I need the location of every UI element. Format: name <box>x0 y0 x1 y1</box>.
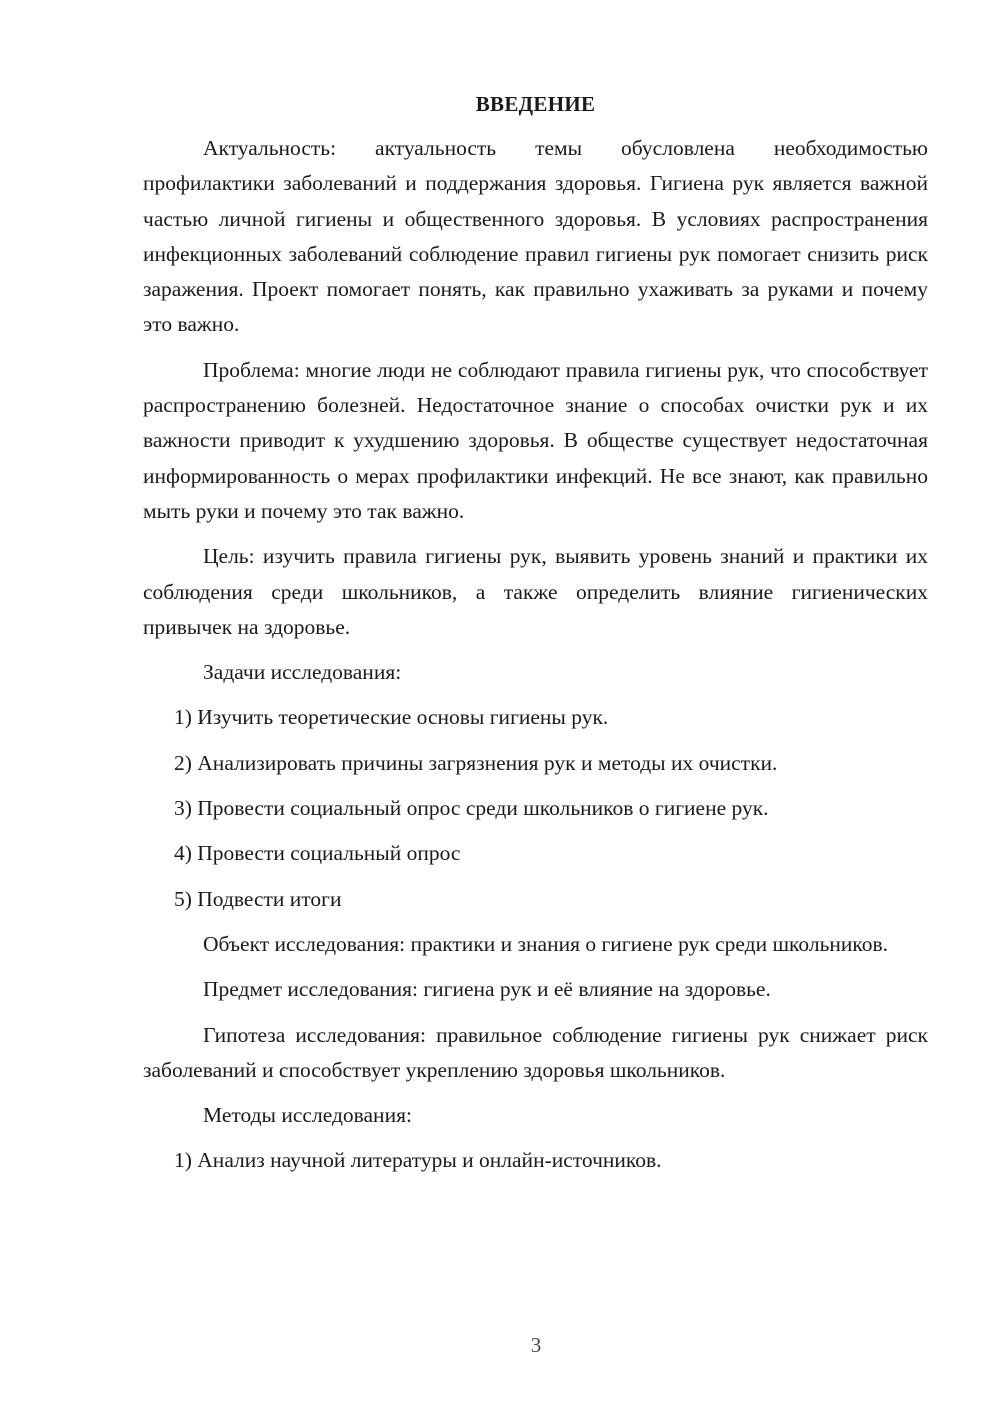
document-page <box>143 92 928 1179</box>
paragraph-hypothesis: Гипотеза исследования: правильное соблюдение гигиены рук снижает риск заболеваний и способствует укреплению здоровья школьников. <box>143 1022 928 1082</box>
paragraph-problem: Проблема: многие люди не соблюдают правила гигиены рук, что способствует распространению болезней. Недостаточное знание о способах очистки рук и их важности приводит к ухудшению здоровья. В обществе существует недостаточная информированность о мерах профилактики инфекций. Не все знают, как правильно мыть руки и почему это так важно. <box>143 357 928 523</box>
list-item: 4) Провести социальный опрос <box>174 841 461 866</box>
tasks-heading: Задачи исследования: <box>203 660 402 685</box>
paragraph-subject: Предмет исследования: гигиена рук и её влияние на здоровье. <box>203 977 771 1002</box>
methods-heading: Методы исследования: <box>203 1103 412 1128</box>
section-title: ВВЕДЕНИЕ <box>475 92 596 116</box>
page-number: 3 <box>530 1333 542 1357</box>
methods-list <box>143 1143 928 1178</box>
list-item: 3) Провести социальный опрос среди школьников о гигиене рук. <box>174 796 769 821</box>
list-item: 1) Изучить теоретические основы гигиены рук. <box>174 705 609 730</box>
list-item: 2) Анализировать причины загрязнения рук и методы их очистки. <box>174 750 778 775</box>
paragraph-relevance: Актуальность: актуальность темы обусловлена необходимостью профилактики заболеваний и поддержания здоровья. Гигиена рук является важной частью личной гигиены и общественного здоровья. В условиях распространения инфекционных заболеваний соблюдение правил гигиены рук помогает снизить риск заражения. Проект помогает понять, как правильно ухаживать за руками и почему это важно. <box>143 136 928 337</box>
list-item: 5) Подвести итоги <box>174 886 342 911</box>
tasks-list <box>143 700 928 916</box>
list-item: 1) Анализ научной литературы и онлайн-источников. <box>174 1148 662 1173</box>
paragraph-object: Объект исследования: практики и знания о гигиене рук среди школьников. <box>203 931 889 956</box>
paragraph-goal: Цель: изучить правила гигиены рук, выявить уровень знаний и практики их соблюдения среди школьников, а также определить влияние гигиенических привычек на здоровье. <box>143 544 928 639</box>
